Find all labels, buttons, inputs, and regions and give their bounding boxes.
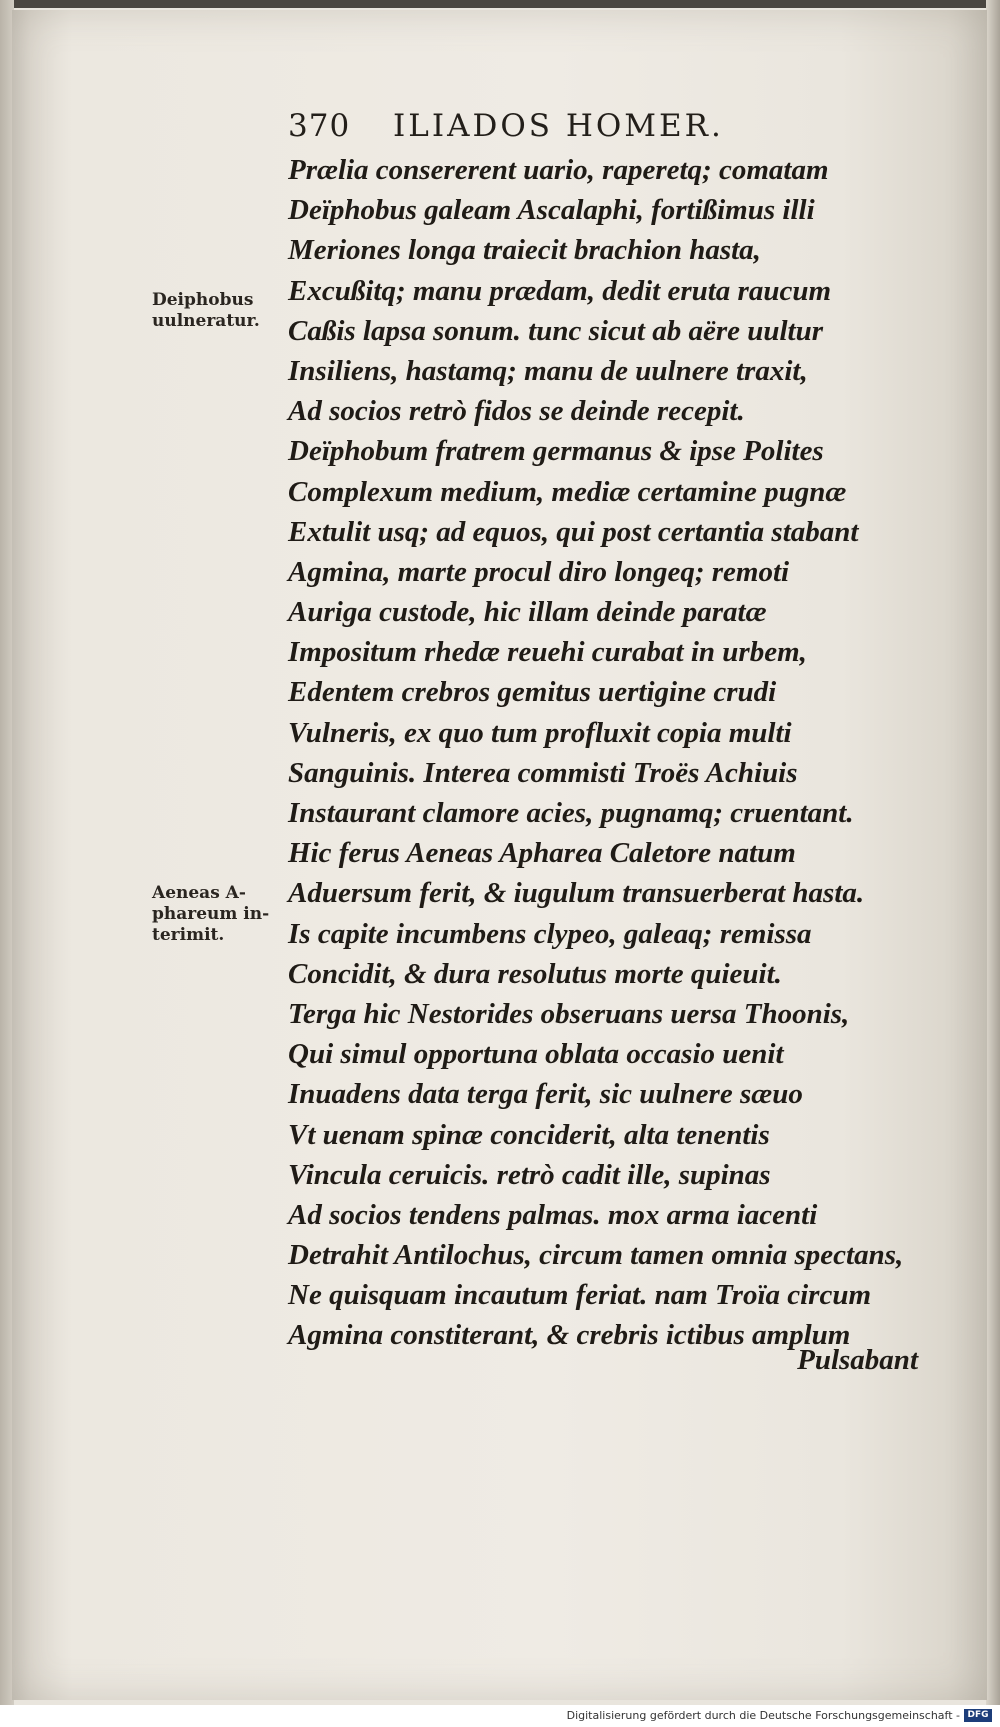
marginal-note-line: uulneratur. bbox=[152, 311, 260, 331]
marginal-note-aeneas bbox=[152, 883, 292, 946]
verse-line: Sanguinis. Interea commisti Troës Achiuis bbox=[288, 756, 798, 789]
marginal-note-line: Deiphobus bbox=[152, 290, 254, 310]
verse-line: Agmina constiterant, & crebris ictibus amplum bbox=[288, 1319, 851, 1352]
verse-line: Deïphobus galeam Ascalaphi, fortißimus illi bbox=[288, 194, 815, 227]
verse-line: Ad socios retrò fidos se deinde recepit. bbox=[288, 395, 745, 428]
verse-line: Ne quisquam incautum feriat. nam Troïa circum bbox=[288, 1279, 872, 1312]
page-number: 370 bbox=[288, 108, 351, 144]
verse-line: Prælia consererent uario, raperetq; comatam bbox=[288, 154, 829, 186]
verse-line: Qui simul opportuna oblata occasio uenit bbox=[288, 1038, 784, 1071]
verse-line: Vincula ceruicis. retrò cadit ille, supinas bbox=[288, 1158, 771, 1191]
page-right-edge bbox=[986, 0, 1000, 1705]
verse-line: Deïphobum fratrem germanus & ipse Polites bbox=[288, 435, 824, 468]
digitization-footer bbox=[0, 1705, 1000, 1727]
verse-text-block bbox=[288, 150, 928, 1356]
catchword: Pulsabant bbox=[797, 1344, 918, 1376]
running-head bbox=[288, 108, 808, 148]
verse-line: Vt uenam spinæ conciderit, alta tenentis bbox=[288, 1118, 770, 1151]
verse-line: Extulit usq; ad equos, qui post certantia stabant bbox=[288, 515, 859, 548]
marginal-note-deiphobus bbox=[152, 290, 292, 332]
verse-line: Terga hic Nestorides obseruans uersa Thoonis, bbox=[288, 997, 850, 1030]
verse-line: Ad socios tendens palmas. mox arma iacenti bbox=[288, 1198, 818, 1231]
verse-line: Excußitq; manu prædam, dedit eruta raucum bbox=[288, 274, 832, 307]
marginal-note-line: phareum in- bbox=[152, 904, 270, 924]
verse-line: Hic ferus Aeneas Apharea Caletore natum bbox=[288, 837, 796, 870]
funding-credit: Digitalisierung gefördert durch die Deutsche Forschungsgemeinschaft - bbox=[566, 1709, 960, 1722]
marginal-note-line: Aeneas A- bbox=[152, 883, 246, 903]
verse-line: Edentem crebros gemitus uertigine crudi bbox=[288, 676, 777, 709]
verse-line: Instaurant clamore acies, pugnamq; cruentant. bbox=[288, 797, 854, 829]
verse-line: Is capite incumbens clypeo, galeaq; remissa bbox=[288, 917, 812, 950]
verse-line: Complexum medium, mediæ certamine pugnæ bbox=[288, 475, 847, 508]
verse-line: Auriga custode, hic illam deinde paratæ bbox=[288, 596, 767, 629]
verse-line: Meriones longa traiecit brachion hasta, bbox=[288, 234, 761, 267]
verse-line: Caßis lapsa sonum. tunc sicut ab aëre uultur bbox=[288, 314, 824, 347]
verse-line: Concidit, & dura resolutus morte quieuit. bbox=[288, 957, 782, 990]
verse-line: Detrahit Antilochus, circum tamen omnia spectans, bbox=[288, 1239, 904, 1272]
verse-line: Vulneris, ex quo tum profluxit copia multi bbox=[288, 716, 792, 749]
marginal-note-line: terimit. bbox=[152, 925, 225, 945]
verse-line: Agmina, marte procul diro longeq; remoti bbox=[288, 555, 790, 588]
running-title: ILIADOS HOMER. bbox=[393, 108, 724, 144]
dfg-logo: DFG bbox=[964, 1709, 992, 1722]
scan-top-band bbox=[0, 0, 1000, 8]
verse-line: Aduersum ferit, & iugulum transuerberat hasta. bbox=[288, 877, 865, 910]
verse-line: Impositum rhedæ reuehi curabat in urbem, bbox=[288, 636, 807, 669]
verse-line: Inuadens data terga ferit, sic uulnere sæuo bbox=[288, 1078, 803, 1111]
verse-line: Insiliens, hastamq; manu de uulnere traxit, bbox=[288, 354, 808, 387]
